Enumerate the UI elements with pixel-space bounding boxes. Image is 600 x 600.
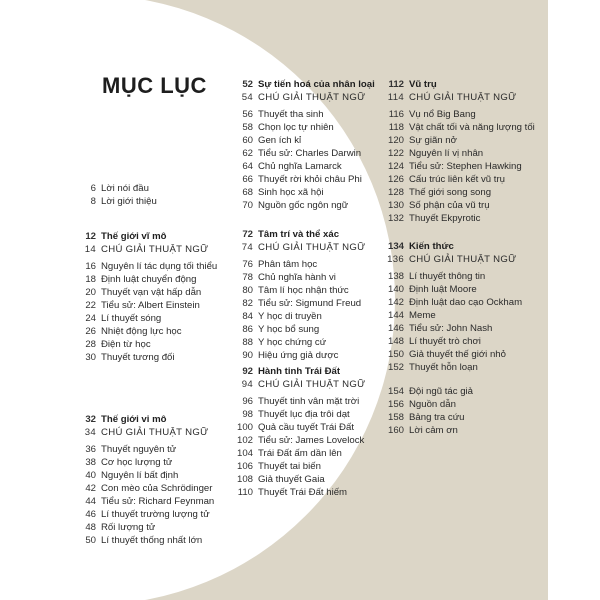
entry-label: CHÚ GIẢI THUẬT NGỮ: [101, 426, 209, 438]
page-number: 130: [387, 199, 404, 211]
toc-entry[interactable]: [231, 122, 375, 135]
section-heading[interactable]: [382, 79, 535, 92]
toc-entry[interactable]: [231, 435, 366, 448]
toc-entry[interactable]: [74, 261, 217, 274]
entry-label: Thuyết vạn vật hấp dẫn: [101, 287, 202, 299]
entry-label: Lí thuyết thông tin: [409, 271, 486, 283]
toc-entry[interactable]: [74, 287, 217, 300]
entry-label: Thuyết lục địa trôi dạt: [258, 409, 350, 421]
toc-section: [74, 414, 214, 548]
page-number: 122: [387, 148, 404, 160]
entry-label: Chủ nghĩa Lamarck: [258, 161, 342, 173]
page-number: 42: [85, 483, 96, 495]
entry-label: Y học bổ sung: [258, 323, 320, 335]
entry-label: Tâm trí và thể xác: [258, 229, 340, 240]
page-number: 120: [387, 135, 404, 147]
entry-label: Thuyết tương đối: [101, 351, 175, 363]
glossary-entry[interactable]: [231, 242, 366, 255]
page-title: MỤC LỤC: [102, 73, 207, 98]
page-number: 44: [85, 496, 96, 508]
page-number: 108: [236, 473, 253, 485]
toc-entry[interactable]: [382, 284, 522, 297]
page-number: 96: [242, 396, 253, 408]
entry-label: Lời giới thiệu: [101, 195, 157, 207]
toc-entry[interactable]: [231, 148, 375, 161]
page-number: 18: [85, 274, 96, 286]
entry-label: CHÚ GIẢI THUẬT NGỮ: [258, 378, 366, 390]
entry-label: Hành tinh Trái Đất: [258, 366, 341, 377]
entry-label: Nhiệt động lực học: [101, 325, 182, 337]
entry-label: Phân tâm học: [258, 259, 318, 271]
toc-entry[interactable]: [74, 313, 217, 326]
page-number: 134: [387, 241, 404, 252]
page-number: 8: [90, 195, 96, 207]
page-number: 140: [387, 284, 404, 296]
glossary-entry[interactable]: [74, 244, 217, 257]
toc-entry[interactable]: [382, 135, 535, 148]
page-number: 68: [242, 186, 253, 198]
page-number: 126: [387, 173, 404, 185]
entry-label: Nguyên lí vị nhân: [409, 148, 484, 160]
glossary-entry[interactable]: [382, 254, 522, 267]
page-number: 156: [387, 398, 404, 410]
toc-entry[interactable]: [231, 337, 366, 350]
page-number: 138: [387, 271, 404, 283]
page-number: 116: [388, 109, 404, 121]
toc-entry[interactable]: [382, 412, 473, 425]
page-number: 152: [387, 361, 404, 373]
entry-label: Giả thuyết Gaia: [258, 473, 325, 485]
page-number: 128: [387, 186, 404, 198]
entry-label: Y học di truyền: [258, 311, 322, 323]
toc-entry[interactable]: [382, 336, 522, 349]
page-number: 144: [387, 310, 404, 322]
toc-entry[interactable]: [382, 297, 522, 310]
entry-label: Lí thuyết trò chơi: [409, 335, 481, 347]
page-number: 12: [85, 231, 96, 242]
entry-label: Lời nói đầu: [101, 183, 149, 194]
page-number: 154: [387, 386, 404, 397]
glossary-entry[interactable]: [74, 427, 214, 440]
toc-entry[interactable]: [74, 522, 214, 535]
entry-label: Thế giới song song: [409, 186, 492, 198]
page-number: 132: [387, 212, 404, 224]
toc-entry[interactable]: [231, 298, 366, 311]
page-number: 16: [85, 261, 96, 273]
toc-section: [74, 231, 217, 365]
page-number: 110: [237, 486, 253, 498]
entry-label: CHÚ GIẢI THUẬT NGỮ: [258, 241, 366, 253]
page-number: 114: [387, 91, 404, 103]
entry-label: Rối lượng tử: [101, 521, 156, 533]
page-number: 38: [85, 457, 96, 469]
entry-label: CHÚ GIẢI THUẬT NGỮ: [409, 91, 517, 103]
toc-entry[interactable]: [231, 350, 366, 363]
entry-label: Lí thuyết trường lượng tử: [101, 508, 210, 520]
toc-section: [231, 79, 375, 213]
page-number: 70: [242, 199, 253, 211]
entry-label: Thuyết Trái Đất hiếm: [258, 486, 348, 498]
page-number: 146: [387, 323, 404, 335]
entry-label: Lời cảm ơn: [409, 424, 458, 436]
toc-section: [382, 79, 535, 226]
toc-entry[interactable]: [382, 310, 522, 323]
entry-label: Sinh học xã hội: [258, 186, 324, 198]
entry-label: Nguyên lí tác dụng tối thiểu: [101, 261, 218, 273]
page-number: 148: [387, 335, 404, 347]
entry-label: Kiến thức: [409, 241, 454, 252]
page-number: 66: [242, 173, 253, 185]
toc-entry[interactable]: [382, 399, 473, 412]
page-number: 56: [242, 109, 253, 121]
toc-entry[interactable]: [231, 409, 366, 422]
page-number: 74: [241, 241, 253, 253]
page-number: 124: [387, 161, 404, 173]
page-number: 72: [242, 229, 253, 240]
glossary-entry[interactable]: [382, 92, 535, 105]
entry-label: Số phận của vũ trụ: [409, 199, 490, 211]
page-number: 82: [242, 298, 253, 310]
entry-label: Chủ nghĩa hành vi: [258, 272, 336, 284]
toc-entry[interactable]: [231, 461, 366, 474]
page-number: 92: [242, 366, 253, 377]
section-heading[interactable]: [74, 414, 214, 427]
page-number: 60: [242, 135, 253, 147]
toc-section: [382, 386, 473, 438]
toc-entry[interactable]: [382, 174, 535, 187]
page-number: 64: [242, 161, 253, 173]
toc-entry[interactable]: [231, 174, 375, 187]
page-number: 24: [85, 313, 96, 325]
page-number: 34: [84, 426, 96, 438]
entry-label: Meme: [409, 310, 436, 322]
toc-entry[interactable]: [382, 386, 473, 399]
page-number: 150: [387, 348, 404, 360]
entry-label: Thế giới vĩ mô: [101, 231, 167, 242]
section-heading[interactable]: [231, 366, 366, 379]
toc-entry[interactable]: [382, 109, 535, 122]
page-number: 90: [242, 349, 253, 361]
entry-label: Thuyết tai biến: [258, 460, 321, 472]
page-number: 76: [242, 259, 253, 271]
entry-label: Trái Đất ấm dần lên: [258, 448, 342, 460]
page-number: 32: [85, 414, 96, 425]
entry-label: Thuyết nguyên tử: [101, 444, 177, 456]
page-number: 58: [242, 122, 253, 134]
page-number: 22: [85, 300, 96, 312]
entry-label: Tiểu sử: Sigmund Freud: [258, 298, 362, 310]
page-number: 46: [85, 508, 96, 520]
entry-label: Sự tiến hoá của nhân loại: [258, 79, 375, 90]
toc-entry[interactable]: [74, 496, 214, 509]
toc-entry[interactable]: [231, 422, 366, 435]
glossary-entry[interactable]: [231, 92, 375, 105]
page-number: 26: [85, 325, 96, 337]
page-number: 158: [387, 411, 404, 423]
entry-label: Giả thuyết thế giới nhỏ: [409, 348, 506, 360]
toc-entry[interactable]: [74, 274, 217, 287]
entry-label: Nguồn dẫn: [409, 398, 456, 410]
toc-entry[interactable]: [231, 474, 366, 487]
toc-entry[interactable]: [382, 187, 535, 200]
toc-entry[interactable]: [231, 259, 366, 272]
section-heading[interactable]: [231, 229, 366, 242]
page-number: 78: [242, 272, 253, 284]
toc-entry[interactable]: [231, 109, 375, 122]
toc-section: [74, 183, 157, 209]
entry-label: Quả cầu tuyết Trái Đất: [258, 422, 354, 434]
entry-label: Cấu trúc liên kết vũ trụ: [409, 173, 505, 185]
toc-entry[interactable]: [382, 213, 535, 226]
entry-label: Lí thuyết thống nhất lớn: [101, 534, 203, 546]
entry-label: Con mèo của Schrödinger: [101, 483, 213, 495]
entry-label: Thuyết hỗn loạn: [409, 361, 478, 373]
entry-label: Định luật dao cạo Ockham: [409, 297, 523, 309]
toc-entry[interactable]: [74, 509, 214, 522]
entry-label: Định luật chuyển động: [101, 274, 197, 286]
toc-entry[interactable]: [74, 326, 217, 339]
page-number: 118: [388, 122, 404, 134]
toc-entry[interactable]: [231, 135, 375, 148]
toc-entry[interactable]: [74, 196, 157, 209]
toc-entry[interactable]: [74, 483, 214, 496]
toc-entry[interactable]: [231, 396, 366, 409]
page-number: 100: [236, 422, 253, 434]
toc-entry[interactable]: [74, 535, 214, 548]
toc-entry[interactable]: [231, 285, 366, 298]
entry-label: Tiểu sử: James Lovelock: [258, 435, 365, 447]
toc-entry[interactable]: [74, 183, 157, 196]
toc-entry[interactable]: [231, 187, 375, 200]
toc-entry[interactable]: [231, 200, 375, 213]
page-number: 48: [85, 521, 96, 533]
toc-section: [231, 366, 366, 500]
entry-label: CHÚ GIẢI THUẬT NGỮ: [409, 253, 517, 265]
toc-entry[interactable]: [382, 362, 522, 375]
toc-entry[interactable]: [231, 324, 366, 337]
toc-entry[interactable]: [231, 161, 375, 174]
entry-label: Tâm lí học nhận thức: [258, 285, 349, 297]
entry-label: CHÚ GIẢI THUẬT NGỮ: [258, 91, 366, 103]
entry-label: Vũ trụ: [409, 79, 437, 90]
page-number: 136: [387, 253, 404, 265]
entry-label: Hiệu ứng giả dược: [258, 349, 339, 361]
page-number: 40: [85, 470, 96, 482]
entry-label: Vật chất tối và năng lượng tối: [409, 122, 535, 134]
toc-entry[interactable]: [382, 323, 522, 336]
page-number: 80: [242, 285, 253, 297]
toc-entry[interactable]: [382, 349, 522, 362]
page-number: 84: [242, 311, 253, 323]
page-number: 106: [236, 460, 253, 472]
entry-label: Thuyết tinh vân mặt trời: [258, 396, 360, 408]
page-number: 6: [90, 183, 96, 194]
entry-label: Tiểu sử: Richard Feynman: [101, 496, 215, 508]
toc-entry[interactable]: [382, 271, 522, 284]
toc-section: [382, 241, 522, 375]
entry-label: Nguồn gốc ngôn ngữ: [258, 199, 349, 211]
toc-entry[interactable]: [74, 300, 217, 313]
toc-section: [231, 229, 366, 363]
entry-label: Thuyết Ekpyrotic: [409, 212, 481, 224]
page-number: 160: [387, 424, 404, 436]
page-number: 50: [85, 534, 96, 546]
entry-label: Sự giãn nở: [409, 135, 457, 147]
page-number: 104: [236, 448, 253, 460]
entry-label: Gen ích kỉ: [258, 135, 302, 147]
page-number: 98: [242, 409, 253, 421]
entry-label: Y học chứng cứ: [258, 336, 327, 348]
toc-entry[interactable]: [382, 122, 535, 135]
entry-label: Tiểu sử: Albert Einstein: [101, 300, 200, 312]
page-number: 20: [85, 287, 96, 299]
toc-entry[interactable]: [74, 457, 214, 470]
toc-entry[interactable]: [231, 448, 366, 461]
entry-label: Nguyên lí bất định: [101, 470, 179, 482]
entry-label: Vụ nổ Big Bang: [409, 109, 476, 121]
toc-entry[interactable]: [74, 339, 217, 352]
toc-entry[interactable]: [382, 200, 535, 213]
entry-label: Thế giới vi mô: [101, 414, 167, 425]
page-number: 142: [387, 297, 404, 309]
toc-entry[interactable]: [74, 352, 217, 365]
page-number: 14: [84, 243, 96, 255]
entry-label: Tiểu sử: John Nash: [409, 323, 493, 335]
toc-entry[interactable]: [231, 311, 366, 324]
entry-label: Thuyết rời khỏi châu Phi: [258, 173, 362, 185]
page-number: 112: [388, 79, 404, 90]
entry-label: Chọn lọc tự nhiên: [258, 122, 334, 134]
page-number: 30: [85, 351, 96, 363]
toc-entry[interactable]: [382, 148, 535, 161]
entry-label: CHÚ GIẢI THUẬT NGỮ: [101, 243, 209, 255]
entry-label: Thuyết tha sinh: [258, 109, 324, 121]
section-heading[interactable]: [231, 79, 375, 92]
page-number: 62: [242, 148, 253, 160]
entry-label: Định luật Moore: [409, 284, 477, 296]
page-number: 88: [242, 336, 253, 348]
toc-entry[interactable]: [382, 161, 535, 174]
entry-label: Điện từ học: [101, 338, 151, 350]
glossary-entry[interactable]: [231, 379, 366, 392]
toc-entry[interactable]: [382, 425, 473, 438]
entry-label: Bảng tra cứu: [409, 411, 465, 423]
entry-label: Cơ học lượng tử: [101, 457, 173, 469]
section-heading[interactable]: [74, 231, 217, 244]
entry-label: Đội ngũ tác giả: [409, 386, 473, 397]
section-heading[interactable]: [382, 241, 522, 254]
page-number: 54: [241, 91, 253, 103]
entry-label: Tiểu sử: Charles Darwin: [258, 148, 362, 160]
page-number: 36: [85, 444, 96, 456]
page-number: 102: [236, 435, 253, 447]
page-number: 28: [85, 338, 96, 350]
page-number: 86: [242, 323, 253, 335]
entry-label: Tiểu sử: Stephen Hawking: [409, 161, 522, 173]
page-number: 94: [241, 378, 253, 390]
page-number: 52: [242, 79, 253, 90]
entry-label: Lí thuyết sóng: [101, 313, 162, 325]
toc-entry[interactable]: [231, 272, 366, 285]
toc-entry[interactable]: [74, 444, 214, 457]
toc-entry[interactable]: [74, 470, 214, 483]
toc-entry[interactable]: [231, 487, 366, 500]
